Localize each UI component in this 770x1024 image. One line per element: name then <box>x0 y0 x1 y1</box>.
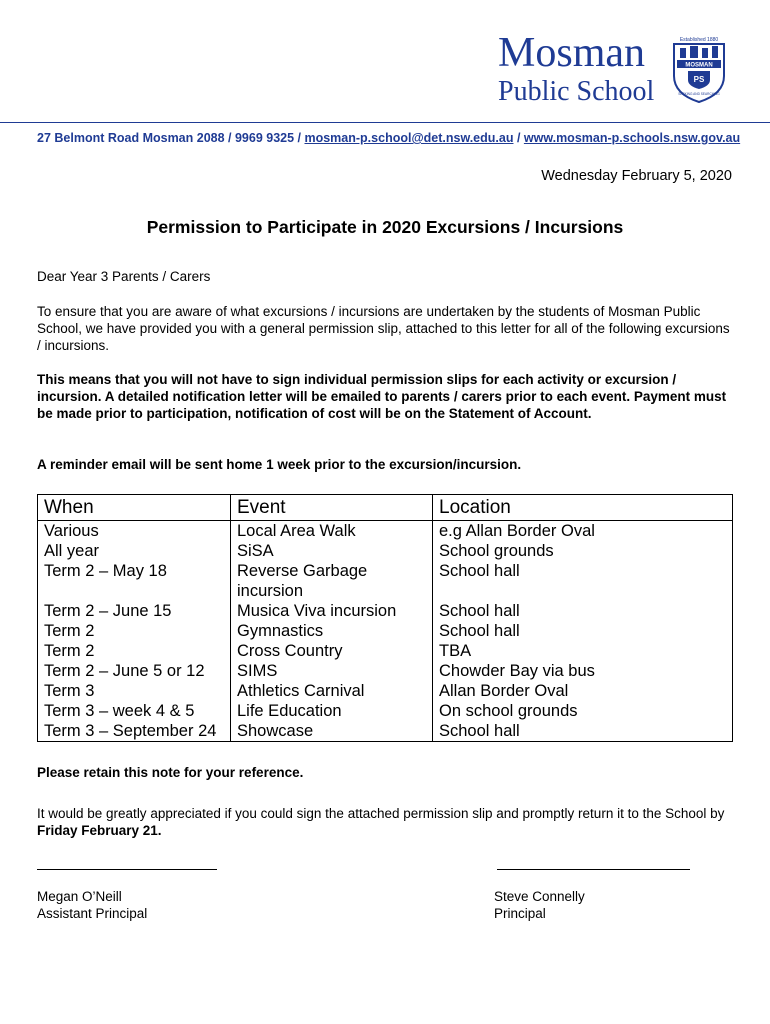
cell-event: Musica Viva incursion <box>231 601 433 621</box>
signatory-role: Assistant Principal <box>37 906 148 921</box>
cell-location: Chowder Bay via bus <box>433 661 733 681</box>
cell-event: Athletics Carnival <box>231 681 433 701</box>
table-row <box>38 681 733 701</box>
table-row <box>38 541 733 561</box>
table-row <box>38 721 733 742</box>
cell-event: Life Education <box>231 701 433 721</box>
crest-established: Established 1880 <box>679 37 719 43</box>
table-row <box>38 661 733 681</box>
table-header-row <box>38 495 733 521</box>
crest-banner: MOSMAN <box>685 62 713 69</box>
cell-event: Gymnastics <box>231 621 433 641</box>
table-row <box>38 521 733 542</box>
header-divider <box>0 122 770 123</box>
table-row <box>38 601 733 621</box>
cell-when: All year <box>38 541 231 561</box>
email-link[interactable]: mosman-p.school@det.nsw.edu.au <box>304 131 514 145</box>
closing-paragraph <box>37 805 737 839</box>
cell-event: SiSA <box>231 541 433 561</box>
cell-location: On school grounds <box>433 701 733 721</box>
address-text: 27 Belmont Road Mosman 2088 / 9969 9325 / <box>37 131 305 145</box>
closing-text: It would be greatly appreciated if you could sign the attached permission slip and promptly return it to the School by <box>37 806 725 821</box>
table-row <box>38 621 733 641</box>
signatory-name: Megan O’Neill <box>37 889 122 904</box>
crest-motto: SEEKING AND SEARCHING <box>678 92 720 96</box>
cell-when: Term 2 – June 15 <box>38 601 231 621</box>
cell-location: School hall <box>433 621 733 641</box>
website-link[interactable]: www.mosman-p.schools.nsw.gov.au <box>523 131 741 145</box>
events-table <box>37 494 733 742</box>
signatory-assistant-principal <box>37 888 147 922</box>
cell-event: Cross Country <box>231 641 433 661</box>
cell-location: School hall <box>433 721 733 742</box>
cell-when: Term 2 <box>38 641 231 661</box>
cell-location: Allan Border Oval <box>433 681 733 701</box>
cell-event: Showcase <box>231 721 433 742</box>
signature-line-right <box>497 869 690 870</box>
table-row <box>38 641 733 661</box>
cell-location: School hall <box>433 601 733 621</box>
header-location: Location <box>433 495 733 521</box>
cell-event: Reverse Garbage incursion <box>231 561 433 601</box>
school-crest-logo <box>668 34 730 104</box>
signatory-principal <box>494 888 585 922</box>
cell-event: SIMS <box>231 661 433 681</box>
cell-event: Local Area Walk <box>231 521 433 542</box>
cell-when: Term 3 – week 4 & 5 <box>38 701 231 721</box>
cell-location: e.g Allan Border Oval <box>433 521 733 542</box>
header-when: When <box>38 495 231 521</box>
school-subtitle: Public School <box>498 76 655 107</box>
notice-paragraph: This means that you will not have to sign individual permission slips for each activity or excursion / incursion. A detailed notification letter will be emailed to parents / carers prior to each event. Payment must be made prior to participation, notification of cost will be on the Statement of Account. <box>37 372 727 421</box>
letter-title: Permission to Participate in 2020 Excursions / Incursions <box>146 217 624 237</box>
cell-when: Term 3 <box>38 681 231 701</box>
table-row <box>38 701 733 721</box>
table-row <box>38 561 733 601</box>
salutation: Dear Year 3 Parents / Carers <box>37 269 211 284</box>
retain-note: Please retain this note for your reference. <box>37 765 304 780</box>
intro-paragraph: To ensure that you are aware of what excursions / incursions are undertaken by the students of Mosman Public School, we have provided you with a general permission slip, attached to this letter for all of the following excursions / incursions. <box>37 304 730 353</box>
cell-when: Term 3 – September 24 <box>38 721 231 742</box>
letter-date: Wednesday February 5, 2020 <box>541 168 732 184</box>
school-name: Mosman <box>498 30 645 76</box>
return-deadline: Friday February 21. <box>37 823 162 838</box>
signature-line-left <box>37 869 217 870</box>
cell-location: School hall <box>433 561 733 601</box>
address-line <box>37 131 740 145</box>
address-separator: / <box>513 131 524 145</box>
cell-when: Various <box>38 521 231 542</box>
cell-location: TBA <box>433 641 733 661</box>
cell-location: School grounds <box>433 541 733 561</box>
cell-when: Term 2 – June 5 or 12 <box>38 661 231 681</box>
crest-initials: PS <box>693 75 705 84</box>
cell-when: Term 2 <box>38 621 231 641</box>
signatory-name: Steve Connelly <box>494 889 585 904</box>
header-event: Event <box>231 495 433 521</box>
reminder-paragraph: A reminder email will be sent home 1 week prior to the excursion/incursion. <box>37 457 522 472</box>
cell-when: Term 2 – May 18 <box>38 561 231 601</box>
signatory-role: Principal <box>494 906 546 921</box>
